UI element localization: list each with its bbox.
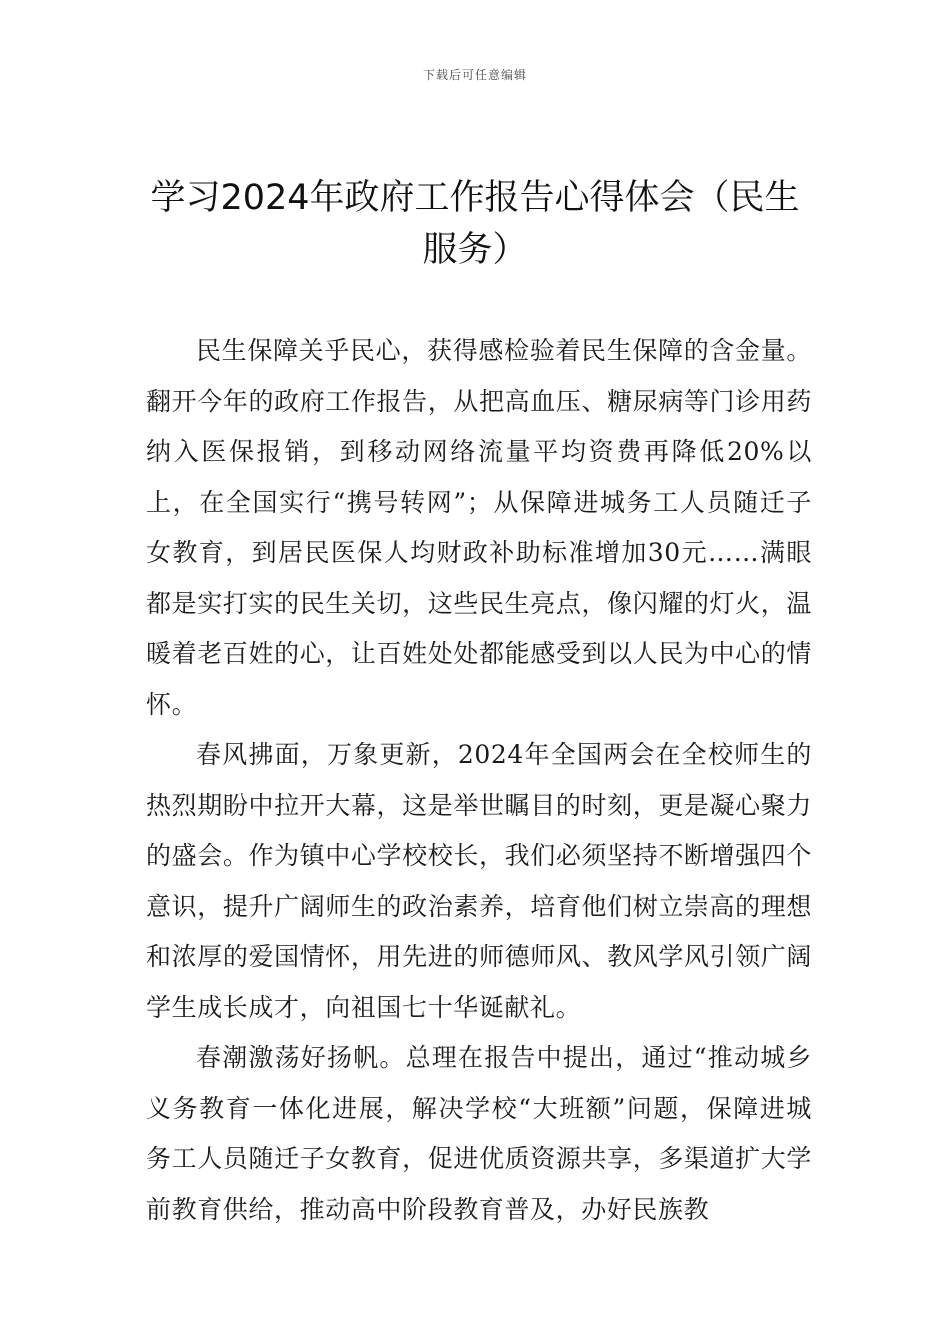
document-title: 学习2024年政府工作报告心得体会（民生服务）: [150, 178, 800, 270]
paragraph-2: 春风拂面，万象更新，2024年全国两会在全校师生的热烈期盼中拉开大幕，这是举世瞩目的时刻，更是凝心聚力的盛会。作为镇中心学校校长，我们必须坚持不断增强四个意识，提升广阔师生的政治素养，培育他们树立崇高的理想和浓厚的爱国情怀，用先进的师德师风、教风学风引领广阔学生成长成才，向祖国七十华诞献礼。: [146, 740, 812, 1022]
document-body: [146, 326, 812, 1235]
paragraph-3: 春潮激荡好扬帆。总理在报告中提出，通过“推动城乡义务教育一体化进展，解决学校“大班额”问题，保障进城务工人员随迁子女教育，促进优质资源共享，多渠道扩大学前教育供给，推动高中阶段教育普及，办好民族教: [146, 1043, 812, 1224]
header-note: 下载后可任意编辑: [422, 68, 527, 82]
paragraph-1: 民生保障关乎民心，获得感检验着民生保障的含金量。翻开今年的政府工作报告，从把高血压、糖尿病等门诊用药纳入医保报销，到移动网络流量平均资费再降低20%以上，在全国实行“携号转网”；从保障进城务工人员随迁子女教育，到居民医保人均财政补助标准增加30元……满眼都是实打实的民生关切，这些民生亮点，像闪耀的灯火，温暖着老百姓的心，让百姓处处都能感受到以人民为中心的情怀。: [146, 336, 812, 719]
